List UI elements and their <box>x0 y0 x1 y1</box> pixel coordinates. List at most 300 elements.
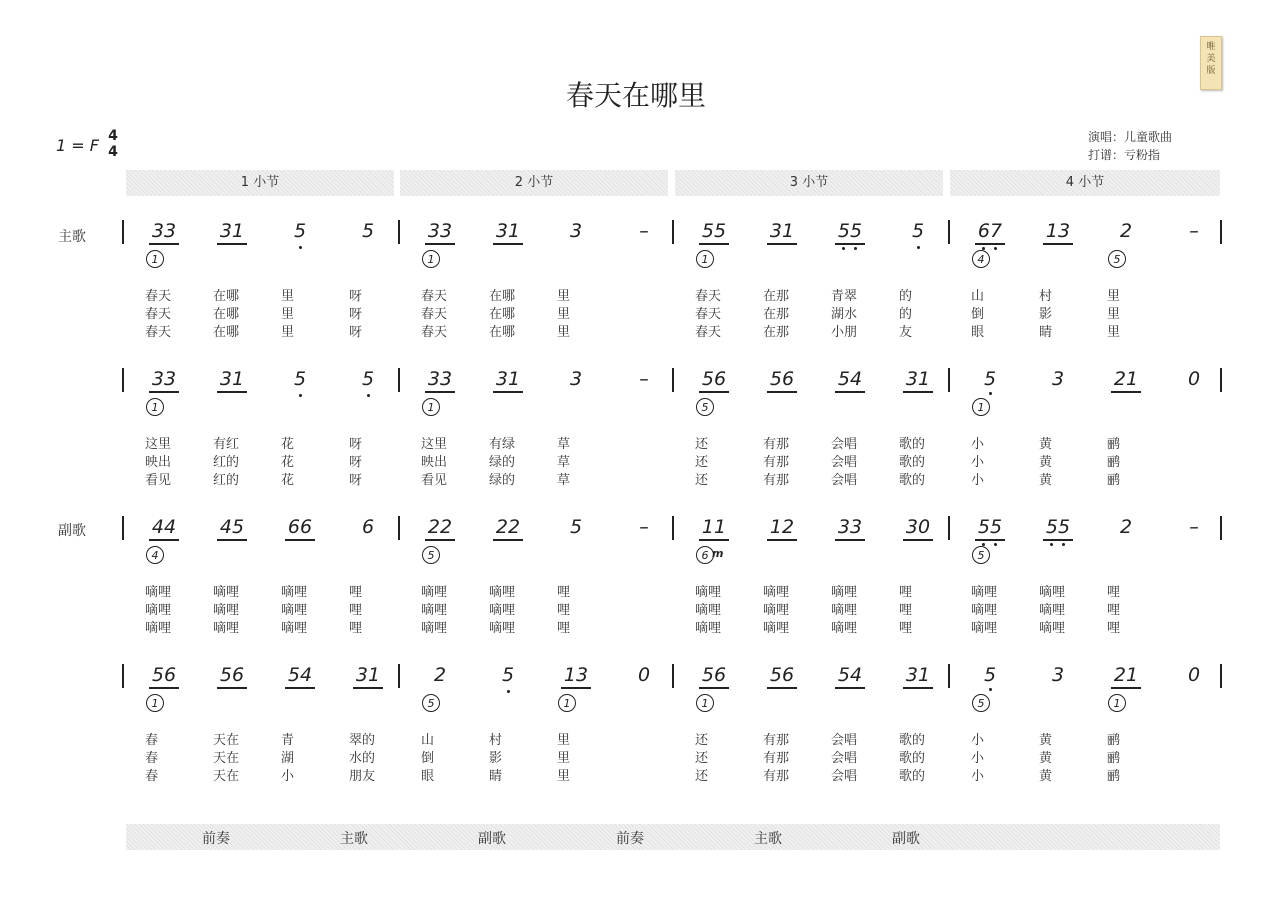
lyric-line: 里 <box>557 325 571 340</box>
note: – <box>639 516 649 538</box>
note: 67 <box>977 220 1003 242</box>
note-underline <box>903 391 933 393</box>
lyric-line: 春天 <box>145 307 172 322</box>
lyric-cell <box>145 288 205 342</box>
lyric-line: 嘀哩 <box>489 585 516 600</box>
singer-credit: 演唱：儿童歌曲 <box>1088 130 1173 144</box>
note: 30 <box>905 516 931 538</box>
note: 56 <box>769 368 795 390</box>
lyric-line: 呀 <box>349 473 363 488</box>
lyric-line: 嘀哩 <box>971 603 998 618</box>
lyric-cell <box>213 288 273 342</box>
measure-header-1: 1 小节 <box>126 170 394 196</box>
lyric-line: 红的 <box>213 473 240 488</box>
footer-label: 主歌 <box>340 831 368 847</box>
lyric-cell <box>763 584 823 638</box>
note: – <box>1189 516 1199 538</box>
low-octave-dot <box>507 690 510 693</box>
finger-number: 5 <box>696 398 714 416</box>
note-underline <box>835 391 865 393</box>
lyric-line: 呀 <box>349 289 363 304</box>
octave-dot <box>989 392 992 395</box>
note: 5 <box>983 664 997 686</box>
note-underline <box>767 687 797 689</box>
lyric-cell <box>489 732 549 786</box>
lyric-cell <box>557 436 617 490</box>
lyric-line: 嘀哩 <box>145 585 172 600</box>
lyric-line: 嘀哩 <box>145 621 172 636</box>
note: 31 <box>905 664 931 686</box>
badge-char: 美 <box>1206 54 1216 64</box>
note: 5 <box>361 220 375 242</box>
lyric-line: 呀 <box>349 307 363 322</box>
lyric-line: 嘀哩 <box>763 603 790 618</box>
bar-line <box>122 664 124 688</box>
finger-number: 1 <box>146 398 164 416</box>
note-underline <box>975 243 1005 245</box>
measure-header-3: 3 小节 <box>675 170 943 196</box>
lyric-cell <box>489 584 549 638</box>
lyric-line: 嘀哩 <box>281 585 308 600</box>
lyric-line: 哩 <box>1107 585 1121 600</box>
note-underline <box>285 539 315 541</box>
lyric-line: 湖 <box>281 751 295 766</box>
lyric-line: 这里 <box>421 437 448 452</box>
note-underline <box>767 243 797 245</box>
measure-header-4: 4 小节 <box>950 170 1220 196</box>
lyric-line: 小 <box>971 455 985 470</box>
lyric-line: 哩 <box>899 621 913 636</box>
note: 3 <box>1051 368 1065 390</box>
lyric-line: 嘀哩 <box>489 603 516 618</box>
note: 6 <box>361 516 375 538</box>
lyric-line: 倒 <box>421 751 435 766</box>
finger-number: 5 <box>972 546 990 564</box>
finger-number: 1 <box>972 398 990 416</box>
finger-number: 1 <box>558 694 576 712</box>
note-underline <box>217 243 247 245</box>
lyric-line: 嘀哩 <box>1039 621 1066 636</box>
low-octave-dot <box>367 394 370 397</box>
lyric-line: 哩 <box>349 603 363 618</box>
lyric-line: 嘀哩 <box>281 603 308 618</box>
lyric-line: 里 <box>1107 307 1121 322</box>
note-underline <box>353 687 383 689</box>
note-underline <box>493 243 523 245</box>
lyric-line: 草 <box>557 473 571 488</box>
note: 5 <box>569 516 583 538</box>
bar-line <box>948 220 950 244</box>
lyric-line: 歌的 <box>899 437 926 452</box>
lyric-cell <box>695 732 755 786</box>
lyric-line: 哩 <box>349 621 363 636</box>
lyric-line: 哩 <box>557 585 571 600</box>
lyric-cell <box>349 288 409 342</box>
lyric-cell <box>899 288 959 342</box>
lyric-line: 有那 <box>763 733 790 748</box>
lyric-line: 花 <box>281 473 295 488</box>
note: 55 <box>977 516 1003 538</box>
finger-number: 1 <box>422 398 440 416</box>
lyric-line: 嘀哩 <box>831 603 858 618</box>
note-underline <box>699 391 729 393</box>
low-octave-dot <box>299 246 302 249</box>
note: – <box>639 368 649 390</box>
lyric-cell <box>971 436 1031 490</box>
bar-line <box>948 664 950 688</box>
note-underline <box>1111 687 1141 689</box>
note: 5 <box>293 368 307 390</box>
lyric-cell <box>349 732 409 786</box>
finger-number: 1 <box>696 250 714 268</box>
lyric-line: 嘀哩 <box>213 603 240 618</box>
note: – <box>1189 220 1199 242</box>
lyric-cell <box>831 584 891 638</box>
lyric-cell <box>831 436 891 490</box>
lyric-cell <box>213 732 273 786</box>
lyric-line: 看见 <box>421 473 448 488</box>
lyric-line: 有那 <box>763 473 790 488</box>
note-underline <box>493 539 523 541</box>
lyric-line: 在哪 <box>213 289 240 304</box>
low-octave-dot <box>994 543 997 546</box>
octave-dot <box>989 688 992 691</box>
lyric-line: 嘀哩 <box>421 585 448 600</box>
note: 56 <box>151 664 177 686</box>
note: 3 <box>1051 664 1065 686</box>
lyric-cell <box>349 436 409 490</box>
note: 31 <box>495 220 521 242</box>
lyric-cell <box>557 584 617 638</box>
note: 33 <box>427 368 453 390</box>
lyric-cell <box>1039 584 1099 638</box>
note-underline <box>149 243 179 245</box>
lyric-cell <box>899 436 959 490</box>
footer-label: 副歌 <box>478 831 506 847</box>
finger-number: 5 <box>422 546 440 564</box>
lyric-line: 嘀哩 <box>281 621 308 636</box>
note-underline <box>149 687 179 689</box>
bar-line <box>398 664 400 688</box>
lyric-cell <box>489 288 549 342</box>
lyric-cell <box>421 584 481 638</box>
bar-line <box>122 516 124 540</box>
note: 5 <box>361 368 375 390</box>
finger-modifier: m <box>712 547 724 560</box>
lyric-cell <box>349 584 409 638</box>
note: 54 <box>287 664 313 686</box>
measure-header-2: 2 小节 <box>400 170 668 196</box>
key-signature: 1 = F <box>56 136 99 155</box>
lyric-line: 里 <box>1107 289 1121 304</box>
note: 31 <box>905 368 931 390</box>
bar-line <box>398 368 400 392</box>
lyric-line: 还 <box>695 455 709 470</box>
lyric-line: 里 <box>557 307 571 322</box>
low-octave-dot <box>1062 543 1065 546</box>
lyric-line: 小 <box>971 437 985 452</box>
note: 21 <box>1113 368 1139 390</box>
lyric-cell <box>145 584 205 638</box>
bar-line <box>672 220 674 244</box>
badge-char: 版 <box>1206 66 1216 76</box>
note: 22 <box>495 516 521 538</box>
lyric-line: 红的 <box>213 455 240 470</box>
lyric-line: 春天 <box>421 307 448 322</box>
note-underline <box>835 539 865 541</box>
note: 56 <box>701 368 727 390</box>
lyric-cell <box>421 288 481 342</box>
note-underline <box>903 687 933 689</box>
lyric-line: 在哪 <box>489 289 516 304</box>
lyric-cell <box>695 584 755 638</box>
lyric-line: 嘀哩 <box>831 621 858 636</box>
lyric-line: 嘀哩 <box>1039 585 1066 600</box>
lyric-line: 春 <box>145 769 159 784</box>
bar-line <box>1220 368 1222 392</box>
finger-number: 1 <box>696 694 714 712</box>
lyric-line: 友 <box>899 325 913 340</box>
note: 0 <box>1187 664 1201 686</box>
lyric-line: 有绿 <box>489 437 516 452</box>
lyric-line: 湖水 <box>831 307 858 322</box>
note-underline <box>975 539 1005 541</box>
lyric-line: 呀 <box>349 455 363 470</box>
lyric-line: 有红 <box>213 437 240 452</box>
note: 5 <box>501 664 515 686</box>
note-underline <box>835 243 865 245</box>
lyric-line: 哩 <box>899 603 913 618</box>
lyric-line: 嘀哩 <box>831 585 858 600</box>
lyric-line: 鹂 <box>1107 455 1121 470</box>
bar-line <box>398 516 400 540</box>
lyric-cell <box>831 732 891 786</box>
lyric-line: 天在 <box>213 769 240 784</box>
note-underline <box>767 391 797 393</box>
lyric-line: 村 <box>489 733 503 748</box>
note: 33 <box>837 516 863 538</box>
note-underline <box>217 391 247 393</box>
finger-number: 1 <box>422 250 440 268</box>
note-underline <box>217 539 247 541</box>
lyric-line: 倒 <box>971 307 985 322</box>
lyric-line: 还 <box>695 751 709 766</box>
lyric-line: 春 <box>145 733 159 748</box>
note-underline <box>903 539 933 541</box>
lyric-line: 有那 <box>763 769 790 784</box>
lyric-line: 里 <box>281 289 295 304</box>
lyric-line: 会唱 <box>831 733 858 748</box>
lyric-line: 嘀哩 <box>763 621 790 636</box>
lyric-line: 影 <box>489 751 503 766</box>
time-top: 4 <box>108 128 118 144</box>
lyric-line: 里 <box>1107 325 1121 340</box>
lyric-cell <box>1107 732 1167 786</box>
bar-line <box>398 220 400 244</box>
note-underline <box>699 687 729 689</box>
lyric-line: 春天 <box>695 289 722 304</box>
note-underline <box>285 687 315 689</box>
note-underline <box>1043 539 1073 541</box>
bar-line <box>672 368 674 392</box>
lyric-cell <box>281 436 341 490</box>
lyric-cell <box>489 436 549 490</box>
note: 5 <box>911 220 925 242</box>
note-underline <box>149 539 179 541</box>
lyric-line: 黄 <box>1039 751 1053 766</box>
low-octave-dot <box>917 246 920 249</box>
finger-number: 5 <box>1108 250 1126 268</box>
lyric-line: 黄 <box>1039 437 1053 452</box>
footer-label: 前奏 <box>202 831 230 847</box>
note: 56 <box>701 664 727 686</box>
lyric-line: 山 <box>421 733 435 748</box>
note: 54 <box>837 368 863 390</box>
lyric-line: 嘀哩 <box>695 603 722 618</box>
lyric-line: 春 <box>145 751 159 766</box>
note: 22 <box>427 516 453 538</box>
lyric-line: 山 <box>971 289 985 304</box>
lyric-line: 小 <box>971 751 985 766</box>
lyric-line: 歌的 <box>899 751 926 766</box>
lyric-line: 哩 <box>349 585 363 600</box>
lyric-line: 鹂 <box>1107 751 1121 766</box>
lyric-line: 这里 <box>145 437 172 452</box>
lyric-line: 鹂 <box>1107 733 1121 748</box>
lyric-line: 里 <box>281 325 295 340</box>
low-octave-dot <box>854 247 857 250</box>
finger-number: 1 <box>146 250 164 268</box>
low-octave-dot <box>1050 543 1053 546</box>
bar-line <box>1220 220 1222 244</box>
lyric-line: 会唱 <box>831 455 858 470</box>
lyric-line: 在哪 <box>213 325 240 340</box>
lyric-line: 嘀哩 <box>421 621 448 636</box>
note: 44 <box>151 516 177 538</box>
note-underline <box>425 391 455 393</box>
lyric-cell <box>421 732 481 786</box>
transcriber-credit: 打谱：亏粉指 <box>1088 148 1161 162</box>
lyric-line: 嘀哩 <box>971 585 998 600</box>
note-underline <box>1043 243 1073 245</box>
lyric-line: 黄 <box>1039 473 1053 488</box>
bar-line <box>122 368 124 392</box>
lyric-line: 朋友 <box>349 769 376 784</box>
note: 45 <box>219 516 245 538</box>
note: 33 <box>151 220 177 242</box>
bar-line <box>1220 664 1222 688</box>
lyric-line: 青翠 <box>831 289 858 304</box>
lyric-cell <box>695 288 755 342</box>
lyric-line: 的 <box>899 289 913 304</box>
note: 13 <box>563 664 589 686</box>
note: 56 <box>769 664 795 686</box>
lyric-line: 天在 <box>213 751 240 766</box>
lyric-line: 天在 <box>213 733 240 748</box>
lyric-line: 映出 <box>421 455 448 470</box>
lyric-line: 嘀哩 <box>1039 603 1066 618</box>
note-underline <box>493 391 523 393</box>
lyric-line: 嘀哩 <box>763 585 790 600</box>
lyric-cell <box>281 732 341 786</box>
lyric-cell <box>213 436 273 490</box>
lyric-line: 春天 <box>421 325 448 340</box>
lyric-line: 还 <box>695 769 709 784</box>
lyric-line: 嘀哩 <box>695 621 722 636</box>
lyric-line: 有那 <box>763 751 790 766</box>
finger-number: 1 <box>1108 694 1126 712</box>
lyric-cell <box>1039 436 1099 490</box>
lyric-line: 在哪 <box>489 325 516 340</box>
lyric-line: 在哪 <box>213 307 240 322</box>
lyric-line: 歌的 <box>899 473 926 488</box>
note: 33 <box>151 368 177 390</box>
note: 2 <box>1119 516 1133 538</box>
lyric-cell <box>971 732 1031 786</box>
lyric-line: 在那 <box>763 325 790 340</box>
lyric-line: 小 <box>971 473 985 488</box>
note: 31 <box>495 368 521 390</box>
note: 2 <box>1119 220 1133 242</box>
note: 55 <box>701 220 727 242</box>
lyric-cell <box>421 436 481 490</box>
note: 0 <box>1187 368 1201 390</box>
lyric-line: 春天 <box>145 289 172 304</box>
lyric-line: 哩 <box>1107 603 1121 618</box>
lyric-line: 绿的 <box>489 473 516 488</box>
lyric-line: 歌的 <box>899 733 926 748</box>
verse-label: 主歌 <box>58 229 86 245</box>
note-underline <box>1111 391 1141 393</box>
low-octave-dot <box>994 247 997 250</box>
finger-number: 1 <box>146 694 164 712</box>
lyric-line: 春天 <box>145 325 172 340</box>
lyric-line: 哩 <box>1107 621 1121 636</box>
note-underline <box>699 539 729 541</box>
lyric-line: 会唱 <box>831 751 858 766</box>
lyric-line: 会唱 <box>831 769 858 784</box>
lyric-line: 哩 <box>557 621 571 636</box>
lyric-line: 草 <box>557 455 571 470</box>
note: 55 <box>837 220 863 242</box>
note: 11 <box>701 516 727 538</box>
note-underline <box>699 243 729 245</box>
lyric-line: 眼 <box>421 769 435 784</box>
lyric-line: 黄 <box>1039 455 1053 470</box>
lyric-line: 里 <box>557 733 571 748</box>
bar-line <box>122 220 124 244</box>
lyric-line: 呀 <box>349 325 363 340</box>
lyric-line: 看见 <box>145 473 172 488</box>
chorus-label: 副歌 <box>58 523 86 539</box>
lyric-line: 嘀哩 <box>213 621 240 636</box>
note: 0 <box>637 664 651 686</box>
lyric-cell <box>1107 584 1167 638</box>
badge-char: 唯 <box>1206 42 1216 52</box>
note: 5 <box>293 220 307 242</box>
note: 31 <box>219 220 245 242</box>
finger-number: 4 <box>972 250 990 268</box>
lyric-line: 里 <box>557 751 571 766</box>
note: 31 <box>769 220 795 242</box>
note: – <box>639 220 649 242</box>
note: 31 <box>355 664 381 686</box>
lyric-line: 小 <box>971 733 985 748</box>
lyric-line: 黄 <box>1039 733 1053 748</box>
lyric-line: 睛 <box>1039 325 1053 340</box>
lyric-line: 还 <box>695 733 709 748</box>
lyric-cell <box>145 436 205 490</box>
